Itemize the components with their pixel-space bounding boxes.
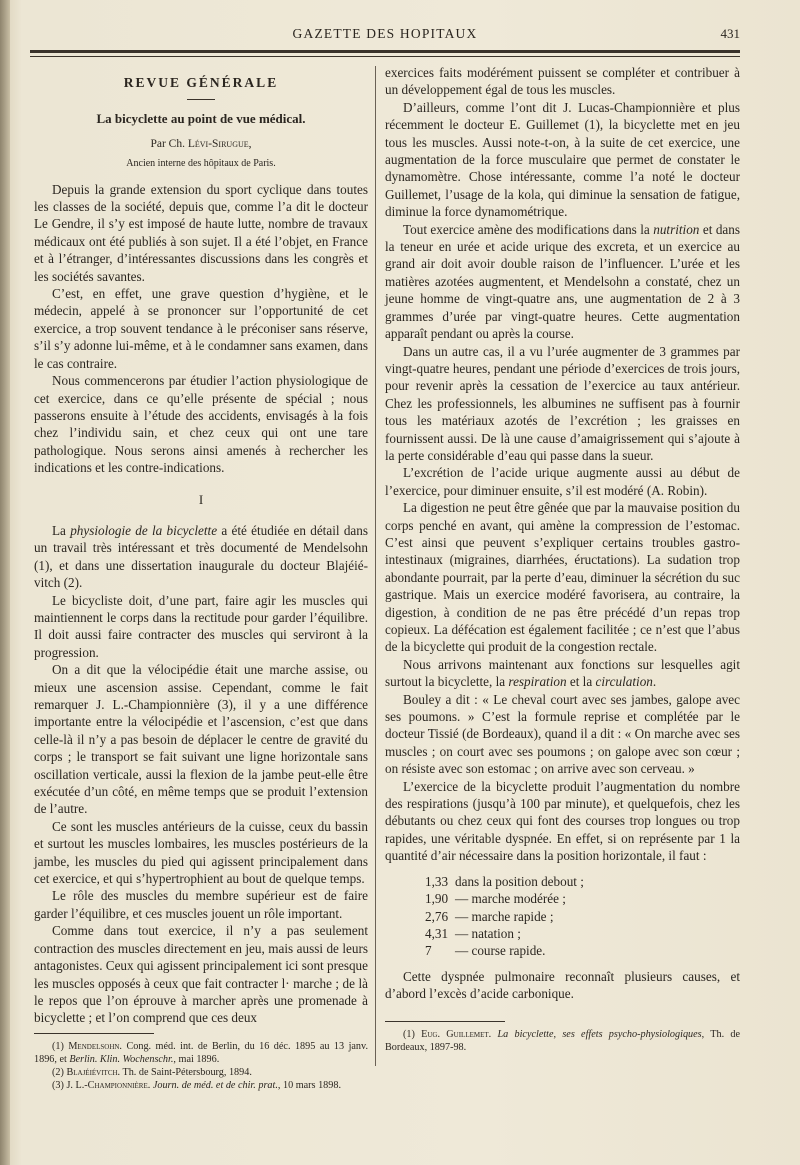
footnote-author: J. L.-Championnière. — [66, 1079, 151, 1091]
header-rule-thick — [30, 50, 740, 53]
intro-paragraph: C’est, en effet, une grave question d’hygiène, et le médecin, appelé à se prononcer sur l’opportunité de cet exercice, a trop souvent tendance à le préconiser sans réserve, s’il s’y adonne lui-même, et à le condamner sans examen, dans le cas contraire. — [34, 286, 368, 371]
footnote-number: (1) — [403, 1028, 415, 1040]
footnote — [34, 1066, 368, 1079]
right-column — [385, 64, 740, 1054]
table-row — [425, 890, 740, 907]
condition: — marche rapide ; — [455, 908, 554, 924]
air-ratio: 1,33 — [425, 873, 449, 889]
body-paragraph: Cette dyspnée pulmonaire reconnaît plusieurs causes, et d’abord l’excès d’acide carbonique. — [385, 968, 740, 1002]
section-rule — [187, 99, 215, 100]
footnote-number: (2) — [52, 1066, 64, 1078]
body-paragraph: La digestion ne peut être gênée que par la mauvaise position du corps penché en avant, qui amène la compression de l’estomac. C’est ainsi que peuvent s’expliquer certains troubles gastro-intestinaux (migraines, diarrhées, éructations). La sudation trop abondante pourrait, par la perte d’eau, diminuer la sécrétion du suc gastrique. Mais un exercice modéré favorisera, au contraire, la digestion, à condition de ne pas être précédé d’un repas trop copieux. La défécation est également facilitée ; ce n’est que l’abus de la bicyclette qui produit de la congestion rectale. — [385, 500, 740, 655]
body-paragraph: D’ailleurs, comme l’ont dit J. Lucas-Championnière et plus récemment le docteur E. Guillemet (1), la bicyclette met en jeu tous les muscles. Aussi note-t-on, à la suite de cet exercice, une augmentation de la force musculaire que permet de constater le dynamomètre. Chose intéressante, comme l’a noté le docteur Guillemet, l’usage de la kola, qui diminue la sensation de fatigue, diminue la force dynamométrique. — [385, 99, 740, 220]
functions-before: Nous arrivons maintenant aux fonctions sur lesquelles agit surtout la bicyclette, la — [385, 656, 740, 690]
functions-after: . — [652, 674, 657, 690]
running-title: GAZETTE DES HOPITAUX — [292, 26, 478, 41]
left-column — [34, 64, 368, 1092]
header-rule-thin — [30, 56, 740, 57]
footnote-author: Blajéiévitch. — [66, 1066, 121, 1078]
affiliation: Ancien interne des hôpitaux de Paris. — [126, 158, 276, 170]
footnote-text: Cong. méd. int. de Berlin, du 16 déc. 1895 au 13 janv. 1896, et — [34, 1040, 368, 1065]
footnote-rule — [385, 1021, 505, 1022]
condition: — course rapide. — [455, 943, 546, 959]
table-row — [425, 925, 740, 942]
footnote-journal: Berlin. Klin. Wochenschr. — [69, 1053, 174, 1065]
body-paragraph: Le bicycliste doit, d’une part, faire agir les muscles qui maintiennent le corps dans la rectitude pour garder l’équilibre. Il doit aussi faire contracter des muscles qui serviront à la progression. — [34, 592, 368, 660]
air-ratio: 7 — [425, 943, 432, 959]
physio-italic: physiologie de la bicyclette — [70, 522, 218, 538]
byline-author: Lévi-Sirugue, — [187, 137, 252, 150]
table-row — [425, 908, 740, 925]
functions-italic-respiration: respiration — [508, 674, 567, 690]
physio-after: a été étudiée en détail dans un travail très intéressant et très documenté de Mendelsohn (1), et dans une dissertation inaugurale du docteur Blajéié-vitch (2). — [34, 522, 368, 591]
article-title: La bicyclette au point de vue médical. — [96, 111, 306, 127]
page-number: 431 — [720, 26, 740, 41]
body-paragraph: Le rôle des muscles du membre supérieur est de faire garder l’équilibre, et ces muscles jouent un rôle important. — [34, 888, 368, 921]
footnote-tail: , Th. de Bordeaux, 1897-98. — [385, 1028, 740, 1053]
body-paragraph: L’exercice de la bicyclette produit l’augmentation du nombre des respirations (jusqu’à 100 par minute), et quelquefois, chez les débutants ou chez ceux qui font des courses trop longues ou trop rapides, une véritable dyspnée. En effet, si on représente par 1 la quantité d’air nécessaire dans la position horizontale, il faut : — [385, 778, 740, 864]
body-paragraph: On a dit que la vélocipédie était une marche assise, ou mieux une ascension assise. Cependant, comme le fait remarquer J. L.-Championnière (3), il y a une différence importante entre la vélocipédie et l’ascension, c’est que dans celle-là il n’y a pas besoin de déplacer le centre de gravité du corps ; le transport se fait suivant une ligne horizontale sans oscillation verticale, aussi la flexion de la jambe peut-elle être exécutée d’un côté, en même temps que se produit l’extension de l’autre. — [34, 662, 368, 817]
footnote-title: La bicyclette, ses effets psycho-physiologiques — [497, 1028, 702, 1040]
part-numeral: I — [198, 491, 204, 507]
air-ratio: 1,90 — [425, 891, 449, 907]
nutrition-before: Tout exercice amène des modifications dans la — [403, 221, 654, 237]
intro-paragraph: Depuis la grande extension du sport cyclique dans toutes les classes de la société, depuis que, comme l’a dit le docteur Le Gendre, il s’y est imposé de haute lutte, nombre de travaux médicaux ont été publiés à son sujet. Il a été l’objet, en France et à l’étranger, d’intéressantes discussions dans les congrès et les sociétés savantes. — [34, 181, 368, 284]
physio-before: La — [52, 522, 71, 538]
nutrition-after: et dans la teneur en urée et acide urique des excreta, et un exercice au grand air doit avoir double raison de l’influencer. L’urée et les matières azotées augmentent, et Mendelsohn a constaté, chez un jeune homme de vingt-quatre ans, une augmentation de 2 à 3 grammes d’urée par vingt-quatre heures. Cette augmentation apparaît pendant ou après la course. — [385, 221, 740, 342]
table-row — [425, 942, 740, 959]
binding-edge — [0, 0, 10, 1165]
footnote-journal: Journ. de méd. et de chir. prat. — [152, 1079, 278, 1091]
nutrition-italic: nutrition — [653, 221, 700, 237]
page-header — [30, 24, 740, 46]
footnote — [34, 1040, 368, 1066]
footnote — [34, 1079, 368, 1092]
footnote — [385, 1028, 740, 1054]
column-divider — [375, 66, 376, 1066]
footnote-tail: , mai 1896. — [173, 1053, 220, 1065]
section-title: REVUE GÉNÉRALE — [123, 75, 279, 90]
body-paragraph: Ce sont les muscles antérieurs de la cuisse, ceux du bassin et surtout les muscles lombaires, les muscles postérieurs de la jambe, les muscles du pied qui agissent principalement dans cet exercice, et qui s’hypertrophient au bout de quelque temps. — [34, 818, 368, 887]
byline — [34, 136, 368, 153]
respiration-table — [425, 873, 740, 960]
body-paragraph: L’excrétion de l’acide urique augmente aussi au début de l’exercice, pour diminuer ensuite, s’il est modéré (A. Robin). — [385, 465, 740, 498]
air-ratio: 2,76 — [425, 908, 449, 924]
nutrition-paragraph — [385, 221, 740, 343]
body-paragraph: Dans un autre cas, il a vu l’urée augmenter de 3 grammes par vingt-quatre heures, pendant une période d’exercices de trois jours, pour revenir après la cessation de l’exercice au taux antérieur. Chez les professionnels, les albumines ne suffisent pas à fournir tous les matériaux azotés de l’excrétion ; les graisses en fournissent aussi. De là une cause d’amaigrissement qui s’ajoute à la perte considérable d’eau qui passe dans la sueur. — [385, 343, 740, 463]
functions-paragraph — [385, 656, 740, 691]
footnote-author: Mendelsohn. — [68, 1040, 122, 1052]
footnote-text: Th. de Saint-Pétersbourg, 1894. — [120, 1066, 252, 1078]
condition: — marche modérée ; — [455, 891, 566, 907]
air-ratio: 4,31 — [425, 925, 449, 941]
intro-paragraph: Nous commencerons par étudier l’action physiologique de cet exercice, dans ce qu’elle présente de spécial ; nous passerons ensuite à l’étude des accidents, envisagés à la fois chez l’individu sain, et chez ceux qui ont une tare pathologique. Nous serons ainsi amenés à rechercher les indications et les contre-indications. — [34, 373, 368, 476]
continuation-paragraph: exercices faits modérément puissent se compléter et contribuer à un développement égal de tous les muscles. — [385, 65, 740, 98]
footnote-rule — [34, 1033, 154, 1034]
footnote-tail: , 10 mars 1898. — [277, 1079, 341, 1091]
footnote-number: (3) — [52, 1079, 64, 1091]
body-paragraph: Bouley a dit : « Le cheval court avec ses jambes, galope avec ses poumons. » C’est la formule reprise et complétée par le docteur Tissié (de Bordeaux), quand il a dit : « On marche avec ses muscles ; on court avec ses poumons ; on galope avec son cœur ; on résiste avec son estomac ; on arrive avec son cerveau. » — [385, 691, 740, 777]
footnote-number: (1) — [52, 1040, 64, 1052]
byline-prefix: Par Ch. — [150, 137, 185, 150]
functions-italic-circulation: circulation — [595, 674, 653, 690]
table-row — [425, 873, 740, 890]
condition: dans la position debout ; — [455, 873, 584, 889]
footnote-author: Eug. Guillemet. — [421, 1028, 492, 1040]
condition: — natation ; — [455, 925, 521, 941]
physiology-paragraph — [34, 522, 368, 592]
functions-mid: et la — [566, 674, 596, 690]
body-paragraph: Comme dans tout exercice, il n’y a pas seulement contraction des muscles directement en jeu, mais aussi de leurs antagonistes. Ceux qui agissent principalement ici sont presque les muscles opposés à ceux que fait contracter l· marche ; de là le repos que l’on éprouve à marcher après une promenade à bicyclette ; et l’on comprend que ces deux — [34, 923, 369, 1026]
